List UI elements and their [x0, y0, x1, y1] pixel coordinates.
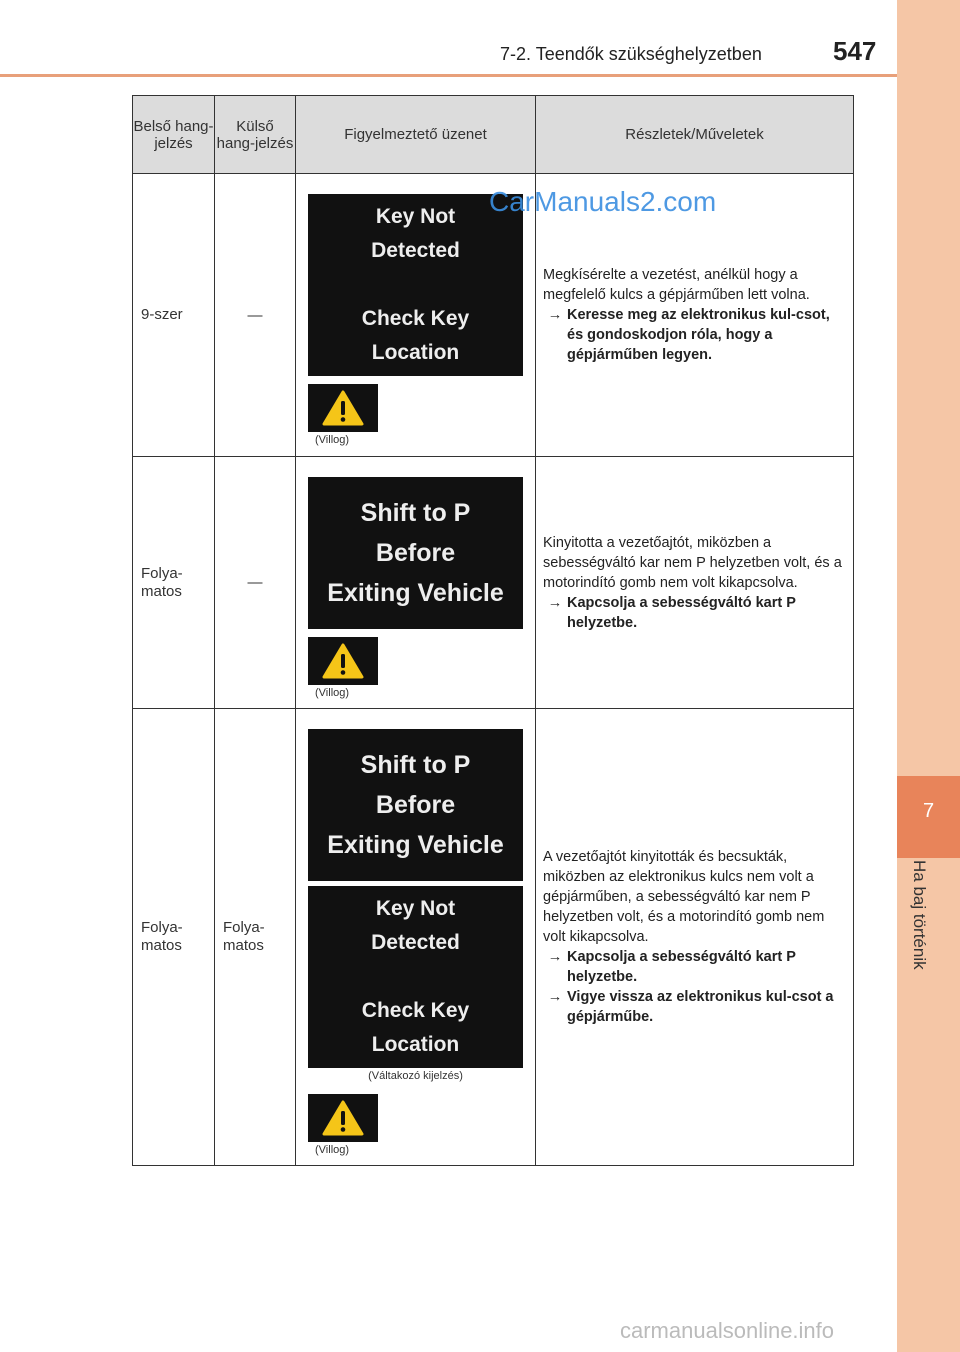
arrow-icon: → [547, 594, 563, 611]
screen-text-line: Check Key [361, 998, 470, 1022]
arrow-icon: → [547, 989, 563, 1005]
chapter-number: 7 [897, 776, 960, 858]
display-screen [308, 886, 523, 1068]
screen-text-line [308, 960, 523, 994]
detail-text: Megkísérelte a vezetést, anélkül hogy a megfelelő kulcs a gépjárműben lett volna. [543, 267, 810, 303]
screen-text-line: Location [371, 1032, 460, 1056]
screen-text-line: Key Not [375, 896, 456, 920]
warning-message-cell [296, 709, 536, 1166]
screen-text-line [308, 268, 523, 302]
warning-caption: (Villog) [315, 434, 350, 446]
screen-text-line: Location [371, 341, 460, 364]
action-text: Vigye vissza az elektronikus kul-csot a gépjárműbe. [567, 989, 834, 1025]
details-cell [536, 709, 854, 1166]
action-text: Keresse meg az elektronikus kul-csot, és gondoskodjon róla, hogy a gépjárműben legyen. [567, 307, 830, 363]
screen-text-line: Exiting Vehicle [327, 578, 504, 607]
chapter-side-tab [897, 0, 960, 1352]
warning-caption: (Villog) [315, 1143, 350, 1156]
action-item [543, 947, 843, 987]
screen-text-line: Detected [371, 239, 460, 262]
warning-caption: (Villog) [315, 686, 350, 699]
warning-message-cell [296, 457, 536, 709]
screen-text-line: Check Key [361, 307, 470, 330]
chapter-title: Ha baj történik [910, 860, 929, 970]
detail-text: A vezetőajtót kinyitották és becsukták, miközben az elektronikus kulcs nem volt a gépjárműben, a sebességváltó kar nem P helyzetben volt, és a motorindító gomb nem volt kikapcsolva. [543, 849, 825, 945]
arrow-icon: → [547, 949, 563, 965]
display-screen [308, 477, 523, 629]
header-details: Részletek/Műveletek [536, 96, 854, 174]
internal-sound-cell: Folya-matos [133, 457, 215, 709]
internal-sound-cell: 9-szer [133, 174, 215, 457]
table-row [133, 709, 854, 1166]
header-rule [0, 74, 897, 77]
action-item [543, 987, 843, 1027]
action-text: Kapcsolja a sebességváltó kart P helyzetbe. [567, 949, 796, 985]
details-cell [536, 457, 854, 709]
screens-caption: (Váltakozó kijelzés) [368, 1069, 463, 1082]
footer-watermark: carmanualsonline.info [620, 1318, 835, 1343]
external-sound-cell: — [215, 457, 296, 709]
screen-text-line: Before [375, 790, 456, 819]
header-internal: Belső hang-jelzés [133, 96, 215, 174]
arrow-icon: → [547, 307, 563, 323]
screen-text-line: Before [375, 538, 456, 567]
screen-text-line: Shift to P [360, 498, 471, 527]
warning-table [132, 95, 854, 1166]
table-header-row [133, 96, 854, 174]
display-screen [308, 729, 523, 881]
header-external: Külső hang-jelzés [215, 96, 296, 174]
screen-text-line: Exiting Vehicle [327, 830, 504, 859]
table-row [133, 457, 854, 709]
screen-text-line: Shift to P [360, 750, 471, 779]
warning-triangle-icon [308, 384, 378, 432]
screen-text-line: Detected [371, 930, 460, 954]
detail-text: Kinyitotta a vezetőajtót, miközben a sebességváltó kar nem P helyzetben volt, és a motorindító gomb nem volt kikapcsolva. [543, 534, 842, 591]
watermark: CarManuals2.com [489, 186, 717, 217]
action-text: Kapcsolja a sebességváltó kart P helyzetbe. [567, 594, 796, 631]
external-sound-cell: — [215, 174, 296, 457]
page-number: 547 [833, 36, 877, 66]
action-item [543, 593, 843, 633]
warning-triangle-icon [308, 637, 378, 685]
internal-sound-cell: Folya-matos [133, 709, 215, 1166]
section-title: 7-2. Teendők szükséghelyzetben [500, 44, 762, 64]
external-sound-cell: Folya-matos [215, 709, 296, 1166]
header-message: Figyelmeztető üzenet [296, 96, 536, 174]
display-screen [308, 194, 523, 376]
action-item [543, 305, 843, 365]
warning-triangle-icon [308, 1094, 378, 1142]
screen-text-line: Key Not [375, 205, 456, 228]
